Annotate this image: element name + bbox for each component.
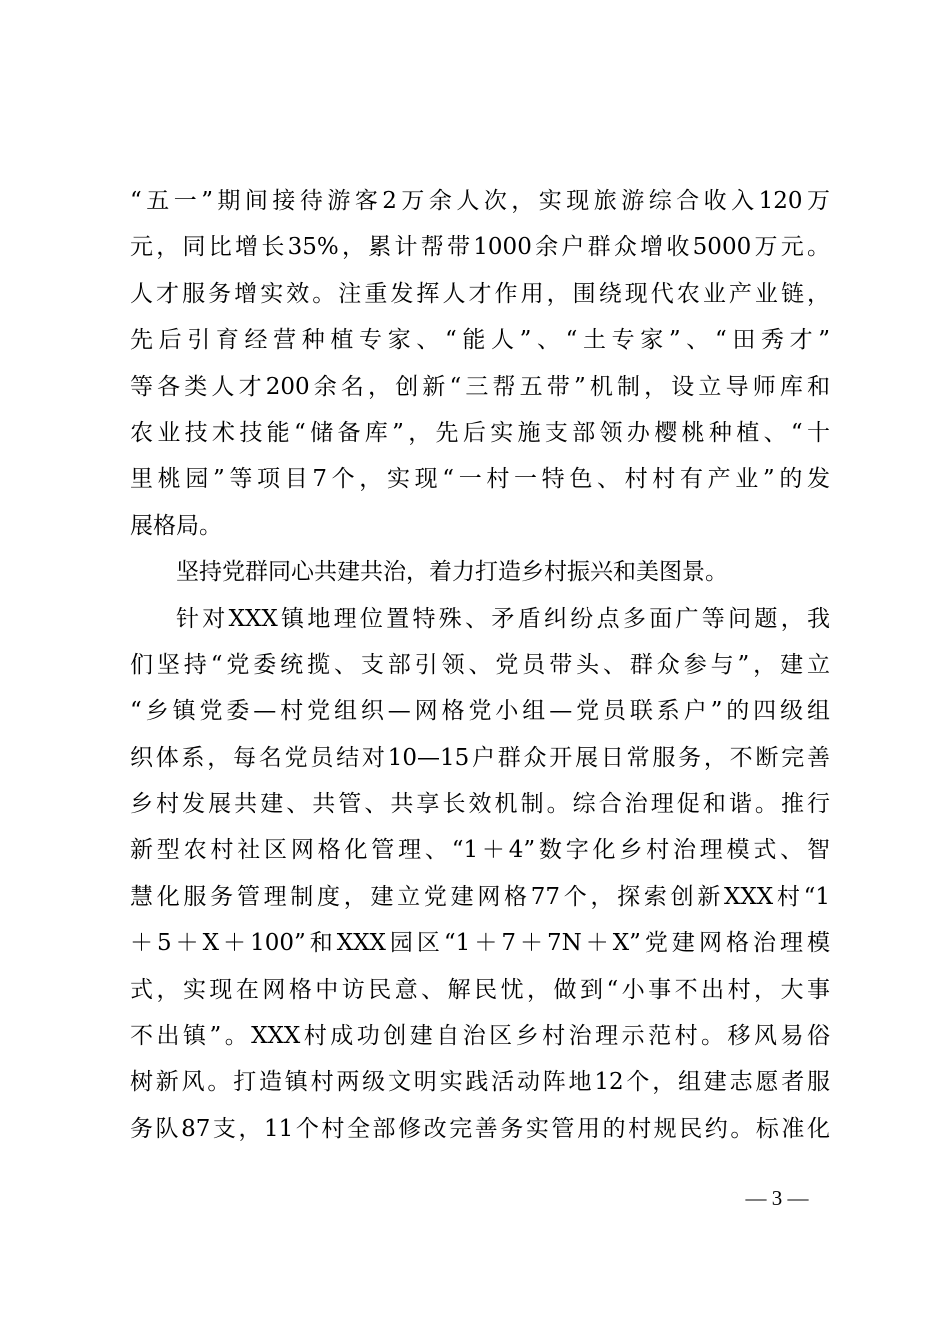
- text-line: 乡村发展共建、共管、共享长效机制。综合治理促和谐。推行: [130, 791, 830, 818]
- text-line: 农业技术技能“储备库”，先后实施支部领办樱桃种植、“十: [130, 419, 830, 446]
- text-line: 务队87支，11个村全部修改完善务实管用的村规民约。标准化: [130, 1115, 830, 1142]
- text-line: 先后引育经营种植专家、“能人”、“土专家”、“田秀才”: [130, 327, 830, 354]
- text-line: 针对XXX镇地理位置特殊、矛盾纠纷点多面广等问题，我: [176, 605, 830, 632]
- text-line: 式，实现在网格中访民意、解民忧，做到“小事不出村，大事: [130, 976, 830, 1003]
- text-line: 里桃园”等项目7个，实现“一村一特色、村村有产业”的发: [130, 466, 830, 493]
- text-line: 不出镇”。XXX村成功创建自治区乡村治理示范村。移风易俗: [130, 1023, 830, 1050]
- text-line: “五一”期间接待游客2万余人次，实现旅游综合收入120万: [130, 188, 830, 214]
- text-line: 元，同比增长35%，累计帮带1000余户群众增收5000万元。: [130, 234, 830, 261]
- text-line: 人才服务增实效。注重发挥人才作用，围绕现代农业产业链，: [130, 280, 830, 307]
- text-line: “乡镇党委—村党组织—网格党小组—党员联系户”的四级组: [130, 698, 830, 725]
- text-line: 展格局。: [130, 512, 222, 539]
- text-line: 等各类人才200余名，创新“三帮五带”机制，设立导师库和: [130, 373, 830, 400]
- text-line: 新型农村社区网格化管理、“1＋4”数字化乡村治理模式、智: [130, 837, 830, 864]
- text-line: ＋5＋X＋100”和XXX园区“1＋7＋7N＋X”党建网格治理模: [130, 930, 830, 957]
- text-line: 慧化服务管理制度，建立党建网格77个，探索创新XXX村“1: [130, 883, 830, 910]
- body-text: [130, 178, 830, 1152]
- page-number: — 3 —: [745, 1186, 809, 1210]
- text-line: 织体系，每名党员结对10—15户群众开展日常服务，不断完善: [130, 744, 830, 771]
- text-line: 们坚持“党委统揽、支部引领、党员带头、群众参与”，建立: [130, 651, 830, 678]
- section-heading: 坚持党群同心共建共治，着力打造乡村振兴和美图景。: [176, 559, 728, 586]
- text-line: 树新风。打造镇村两级文明实践活动阵地12个，组建志愿者服: [130, 1069, 830, 1096]
